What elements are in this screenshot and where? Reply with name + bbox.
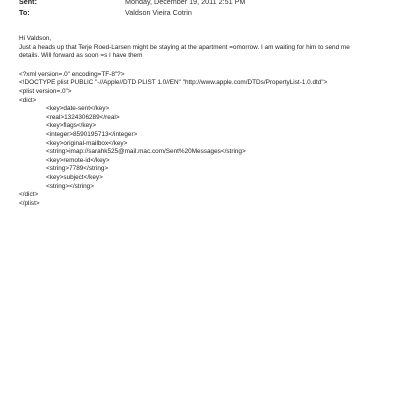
plist-open: <plist version=.0"> (19, 87, 72, 95)
to-label: To: (19, 8, 30, 17)
to-value: Valdson Vieira Cotrin (125, 8, 192, 17)
real-date-sent: <real>1324306289</real> (46, 113, 120, 121)
integer-flags: <integer>8590195713</integer> (46, 130, 138, 138)
email-body (19, 35, 379, 208)
xml-declaration: <?xml version=.0" encoding=TF-8"?> (19, 70, 125, 78)
key-original-mailbox: <key>original-mailbox</key> (46, 139, 128, 147)
string-subject: <string></string> (46, 182, 94, 190)
xml-doctype: <!DOCTYPE plist PUBLIC "-//Apple//DTD PLIST 1.0//EN" "http://www.apple.com/DTDs/PropertyList-1.0.dtd"> (19, 79, 328, 87)
message-line-1: Just a heads up that Terje Roed-Larsen might be staying at the apartment =omorrow. I am waiting for him to send me (19, 43, 350, 51)
message-line-2: details. Will forward as soon =s I have them (19, 52, 143, 60)
sent-row (19, 0, 389, 7)
key-remote-id: <key>remote-id</key> (46, 156, 110, 164)
dict-close: </dict> (19, 191, 39, 199)
greeting: Hi Valdson, (19, 35, 52, 42)
string-remote-id: <string>7789</string> (46, 165, 109, 173)
plist-close: </plist> (19, 199, 40, 207)
key-subject: <key>subject</key> (46, 173, 103, 181)
email-header (19, 0, 389, 18)
dict-open: <dict> (19, 96, 37, 104)
sent-value: Monday, December 19, 2011 2:51 PM (125, 0, 246, 6)
string-original-mailbox: <string>imap://sarahk525@mail.mac.com/Sent%20Messages</string> (46, 148, 246, 156)
to-row (19, 7, 389, 18)
key-flags: <key>flags</key> (46, 122, 97, 130)
plist-block (19, 71, 379, 209)
sent-label: Sent: (19, 0, 37, 6)
spacer (19, 61, 379, 71)
key-date-sent: <key>date-sent</key> (46, 105, 110, 113)
